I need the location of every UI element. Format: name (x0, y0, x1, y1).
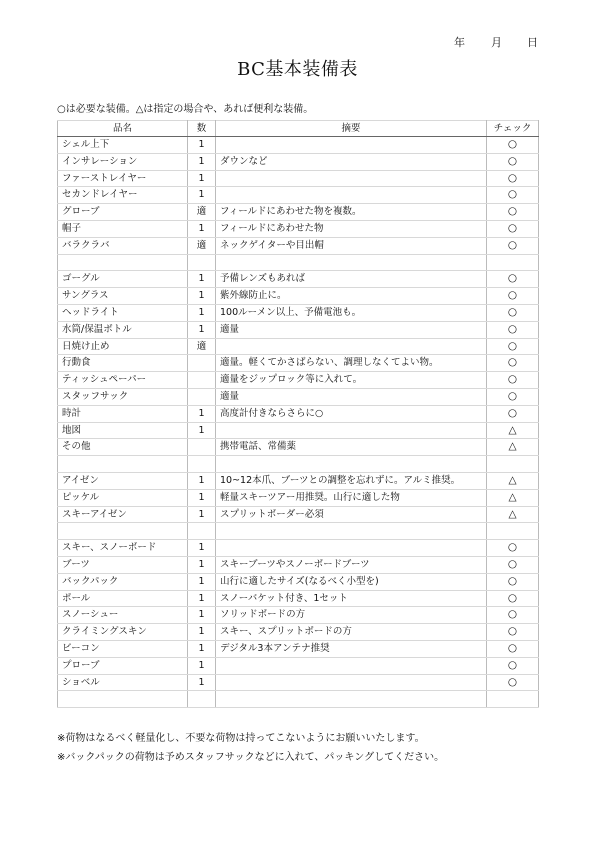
item-name-cell: ピッケル (58, 489, 188, 506)
item-check-cell: ○ (487, 271, 539, 288)
table-row (58, 540, 539, 557)
item-qty-cell (188, 523, 216, 540)
table-row (58, 489, 539, 506)
table-row (58, 321, 539, 338)
table-row (58, 338, 539, 355)
item-note-cell (216, 254, 487, 271)
page-title: BC基本装備表 (237, 59, 358, 80)
item-name-cell (58, 523, 188, 540)
item-check-cell: ○ (487, 372, 539, 389)
item-check-cell: ○ (487, 624, 539, 641)
item-check-cell: △ (487, 506, 539, 523)
item-name-cell: 地図 (58, 422, 188, 439)
table-row (58, 372, 539, 389)
item-name-cell: プローブ (58, 657, 188, 674)
date-month-label: 月 (491, 36, 502, 49)
item-qty-cell: 1 (188, 220, 216, 237)
item-name-cell: セカンドレイヤー (58, 187, 188, 204)
item-name-cell: 時計 (58, 405, 188, 422)
table-row (58, 153, 539, 170)
header-name: 品名 (58, 121, 188, 137)
footnote: ※バックパックの荷物は予めスタッフサックなどに入れて、パッキングしてください。 (57, 752, 445, 763)
table-row (58, 624, 539, 641)
item-qty-cell: 適 (188, 204, 216, 221)
item-check-cell (487, 523, 539, 540)
table-row (58, 220, 539, 237)
item-note-cell: 山行に適したサイズ(なるべく小型を) (216, 573, 487, 590)
item-note-cell: スキー、スプリットボードの方 (216, 624, 487, 641)
item-check-cell: ○ (487, 573, 539, 590)
item-name-cell: ブーツ (58, 556, 188, 573)
item-qty-cell: 1 (188, 674, 216, 691)
item-note-cell (216, 674, 487, 691)
table-row (58, 288, 539, 305)
item-note-cell: デジタル3本アンテナ推奨 (216, 640, 487, 657)
item-check-cell (487, 456, 539, 473)
table-row (58, 405, 539, 422)
legend-text: ○は必要な装備。△は指定の場合や、あれば便利な装備。 (57, 104, 314, 115)
item-check-cell: ○ (487, 304, 539, 321)
table-row (58, 388, 539, 405)
item-qty-cell: 1 (188, 137, 216, 154)
item-note-cell (216, 422, 487, 439)
table-row (58, 590, 539, 607)
table-row (58, 674, 539, 691)
item-check-cell: △ (487, 422, 539, 439)
table-row (58, 556, 539, 573)
table-row (58, 254, 539, 271)
item-check-cell: ○ (487, 388, 539, 405)
item-note-cell (216, 170, 487, 187)
item-qty-cell: 1 (188, 288, 216, 305)
table-row (58, 170, 539, 187)
item-qty-cell (188, 439, 216, 456)
item-name-cell: ポール (58, 590, 188, 607)
date-day-label: 日 (527, 36, 538, 49)
table-row (58, 573, 539, 590)
table-row (58, 137, 539, 154)
date-year-label: 年 (454, 36, 465, 49)
item-name-cell: スノーシュー (58, 607, 188, 624)
item-note-cell: ダウンなど (216, 153, 487, 170)
item-note-cell (216, 187, 487, 204)
table-body (58, 137, 539, 708)
item-note-cell: スプリットボーダー必須 (216, 506, 487, 523)
item-qty-cell: 1 (188, 170, 216, 187)
footnote: ※荷物はなるべく軽量化し、不要な荷物は持ってこないようにお願いいたします。 (57, 733, 425, 744)
table-row (58, 271, 539, 288)
item-check-cell: ○ (487, 590, 539, 607)
item-check-cell: ○ (487, 137, 539, 154)
item-name-cell (58, 254, 188, 271)
item-name-cell (58, 456, 188, 473)
item-check-cell: ○ (487, 187, 539, 204)
item-check-cell: ○ (487, 355, 539, 372)
table-row (58, 456, 539, 473)
item-note-cell: 軽量スキーツアー用推奨。山行に適した物 (216, 489, 487, 506)
item-note-cell: 高度計付きならさらに○ (216, 405, 487, 422)
item-note-cell (216, 137, 487, 154)
item-qty-cell: 1 (188, 590, 216, 607)
item-name-cell: ファーストレイヤー (58, 170, 188, 187)
table-row (58, 506, 539, 523)
item-name-cell: 帽子 (58, 220, 188, 237)
item-name-cell: グローブ (58, 204, 188, 221)
item-qty-cell: 1 (188, 405, 216, 422)
table-header-row (58, 121, 539, 137)
item-qty-cell: 1 (188, 540, 216, 557)
item-qty-cell: 1 (188, 472, 216, 489)
item-name-cell: ビーコン (58, 640, 188, 657)
item-note-cell: フィールドにあわせた物を複数。 (216, 204, 487, 221)
item-qty-cell: 1 (188, 556, 216, 573)
header-qty: 数 (188, 121, 216, 137)
item-check-cell: △ (487, 489, 539, 506)
table-row (58, 691, 539, 708)
table-row (58, 237, 539, 254)
item-check-cell: ○ (487, 321, 539, 338)
item-check-cell: ○ (487, 657, 539, 674)
item-check-cell: ○ (487, 204, 539, 221)
item-note-cell: スキーブーツやスノーボードブーツ (216, 556, 487, 573)
item-check-cell: ○ (487, 540, 539, 557)
item-note-cell (216, 523, 487, 540)
table-row (58, 607, 539, 624)
item-name-cell: ショベル (58, 674, 188, 691)
item-note-cell: ソリッドボードの方 (216, 607, 487, 624)
item-note-cell: ネックゲイターや目出帽 (216, 237, 487, 254)
item-note-cell: 適量 (216, 321, 487, 338)
item-check-cell (487, 691, 539, 708)
header-note: 摘要 (216, 121, 487, 137)
item-qty-cell: 1 (188, 422, 216, 439)
item-check-cell: ○ (487, 170, 539, 187)
table-row (58, 640, 539, 657)
item-name-cell: シェル上下 (58, 137, 188, 154)
item-check-cell (487, 254, 539, 271)
item-qty-cell: 1 (188, 573, 216, 590)
equipment-table (57, 120, 539, 708)
table-row (58, 355, 539, 372)
table-row (58, 304, 539, 321)
item-qty-cell (188, 254, 216, 271)
item-note-cell: 携帯電話、常備薬 (216, 439, 487, 456)
item-name-cell: ヘッドライト (58, 304, 188, 321)
item-check-cell: ○ (487, 153, 539, 170)
item-check-cell: ○ (487, 220, 539, 237)
item-check-cell: ○ (487, 674, 539, 691)
item-name-cell: ゴーグル (58, 271, 188, 288)
item-note-cell (216, 657, 487, 674)
item-qty-cell: 1 (188, 304, 216, 321)
item-qty-cell: 1 (188, 321, 216, 338)
item-note-cell: 適量をジップロック等に入れて。 (216, 372, 487, 389)
table-row (58, 422, 539, 439)
item-name-cell (58, 691, 188, 708)
item-check-cell: ○ (487, 556, 539, 573)
item-note-cell: フィールドにあわせた物 (216, 220, 487, 237)
item-qty-cell: 1 (188, 640, 216, 657)
item-check-cell: ○ (487, 640, 539, 657)
item-note-cell: 10~12本爪、ブーツとの調整を忘れずに。アルミ推奨。 (216, 472, 487, 489)
item-qty-cell (188, 691, 216, 708)
item-name-cell: ティッシュペーパー (58, 372, 188, 389)
item-name-cell: バラクラバ (58, 237, 188, 254)
item-check-cell: ○ (487, 338, 539, 355)
item-qty-cell: 適 (188, 237, 216, 254)
table-row (58, 204, 539, 221)
item-name-cell: アイゼン (58, 472, 188, 489)
item-qty-cell: 1 (188, 187, 216, 204)
item-note-cell: 紫外線防止に。 (216, 288, 487, 305)
item-qty-cell: 1 (188, 153, 216, 170)
item-note-cell (216, 456, 487, 473)
item-name-cell: スキーアイゼン (58, 506, 188, 523)
item-check-cell: ○ (487, 405, 539, 422)
item-qty-cell (188, 355, 216, 372)
table-row (58, 439, 539, 456)
item-check-cell: ○ (487, 607, 539, 624)
item-check-cell: ○ (487, 237, 539, 254)
item-qty-cell: 1 (188, 271, 216, 288)
header-check: チェック (487, 121, 539, 137)
item-qty-cell: 1 (188, 624, 216, 641)
item-name-cell: 行動食 (58, 355, 188, 372)
item-check-cell: △ (487, 472, 539, 489)
item-name-cell: 日焼け止め (58, 338, 188, 355)
item-qty-cell (188, 388, 216, 405)
item-note-cell: 適量。軽くてかさばらない、調理しなくてよい物。 (216, 355, 487, 372)
item-name-cell: サングラス (58, 288, 188, 305)
item-qty-cell: 1 (188, 607, 216, 624)
table-row (58, 523, 539, 540)
table-row (58, 187, 539, 204)
item-qty-cell: 1 (188, 489, 216, 506)
item-note-cell (216, 691, 487, 708)
item-name-cell: スタッフサック (58, 388, 188, 405)
item-name-cell: バックパック (58, 573, 188, 590)
item-note-cell: 予備レンズもあれば (216, 271, 487, 288)
footnotes (57, 729, 444, 767)
table-row (58, 657, 539, 674)
item-note-cell: 100ルーメン以上、予備電池も。 (216, 304, 487, 321)
item-qty-cell (188, 372, 216, 389)
item-name-cell: その他 (58, 439, 188, 456)
item-note-cell: 適量 (216, 388, 487, 405)
item-note-cell (216, 338, 487, 355)
item-qty-cell: 1 (188, 657, 216, 674)
item-qty-cell: 1 (188, 506, 216, 523)
item-note-cell: スノーバケット付き、1セット (216, 590, 487, 607)
item-check-cell: ○ (487, 288, 539, 305)
item-qty-cell: 適 (188, 338, 216, 355)
table-row (58, 472, 539, 489)
item-check-cell: △ (487, 439, 539, 456)
item-name-cell: 水筒/保温ボトル (58, 321, 188, 338)
date-line (0, 34, 595, 50)
item-note-cell (216, 540, 487, 557)
item-name-cell: スキー、スノーボード (58, 540, 188, 557)
item-name-cell: クライミングスキン (58, 624, 188, 641)
item-name-cell: インサレーション (58, 153, 188, 170)
item-qty-cell (188, 456, 216, 473)
